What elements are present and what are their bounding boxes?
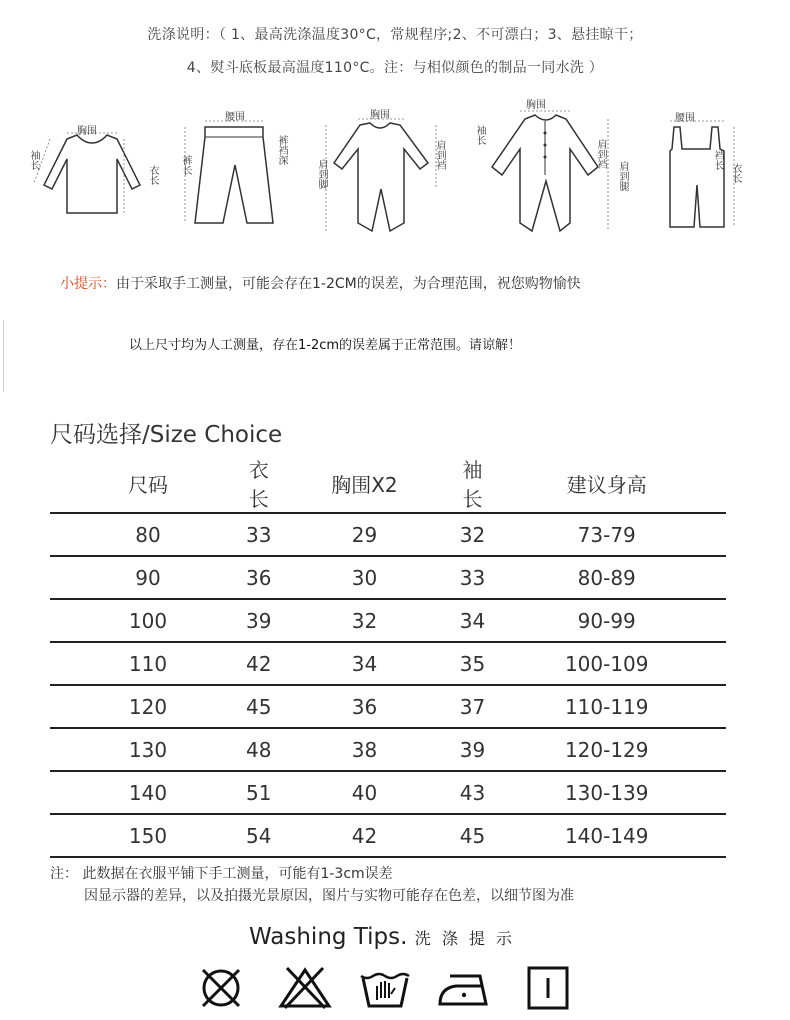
overalls-length-label: 衣长 bbox=[730, 163, 741, 183]
overalls-waist-label: 腰围 bbox=[675, 113, 695, 124]
table-cell: 32 bbox=[271, 599, 457, 642]
table-cell: 39 bbox=[246, 599, 271, 642]
table-cell: 80-89 bbox=[487, 556, 726, 599]
table-cell: 90 bbox=[50, 556, 246, 599]
table-cell: 110-119 bbox=[487, 685, 726, 728]
size-table bbox=[50, 454, 726, 858]
table-cell: 140 bbox=[50, 771, 246, 814]
table-cell: 120 bbox=[50, 685, 246, 728]
header-sleeve: 袖长 bbox=[457, 454, 487, 513]
table-cell: 29 bbox=[271, 513, 457, 556]
romper-shoulder-foot-label: 肩到脚 bbox=[316, 159, 327, 189]
do-not-wash-icon bbox=[193, 964, 249, 1012]
table-cell: 51 bbox=[246, 771, 271, 814]
table-cell: 80 bbox=[50, 513, 246, 556]
romper-chest-label: 胸围 bbox=[370, 110, 390, 121]
overalls-crotch-label: 裆长 bbox=[712, 150, 723, 170]
jumpsuit-sleeve-label: 袖长 bbox=[474, 125, 485, 145]
table-cell: 54 bbox=[246, 814, 271, 857]
washing-instructions-line2: 4、熨斗底板最高温度110°C。注：与相似颜色的制品一同水洗 ） bbox=[186, 60, 604, 76]
table-cell: 42 bbox=[271, 814, 457, 857]
table-cell: 48 bbox=[246, 728, 271, 771]
table-cell: 38 bbox=[271, 728, 457, 771]
jumpsuit-shoulder-leg-label: 肩到腿 bbox=[617, 161, 628, 191]
table-row bbox=[50, 556, 726, 599]
romper-shoulder-crotch-label: 肩到裆 bbox=[434, 140, 445, 170]
table-cell: 100 bbox=[50, 599, 246, 642]
header-chest: 胸围X2 bbox=[271, 454, 457, 513]
hand-wash-icon bbox=[357, 964, 413, 1012]
table-cell: 42 bbox=[246, 642, 271, 685]
table-row bbox=[50, 599, 726, 642]
table-cell: 34 bbox=[271, 642, 457, 685]
table-cell: 73-79 bbox=[487, 513, 726, 556]
size-table-header bbox=[50, 454, 726, 513]
header-height: 建议身高 bbox=[487, 454, 726, 513]
table-cell: 43 bbox=[457, 771, 487, 814]
table-row bbox=[50, 642, 726, 685]
iron-icon bbox=[436, 964, 492, 1012]
table-cell: 36 bbox=[271, 685, 457, 728]
table-cell: 45 bbox=[457, 814, 487, 857]
tip-text: 由于采取手工测量，可能会存在1-2CM的误差，为合理范围，祝您购物愉快 bbox=[116, 276, 581, 292]
table-cell: 130 bbox=[50, 728, 246, 771]
shirt-sleeve-label: 袖长 bbox=[28, 150, 39, 170]
table-cell: 110 bbox=[50, 642, 246, 685]
divider-line bbox=[3, 320, 4, 392]
jumpsuit-chest-label: 胸围 bbox=[526, 100, 546, 111]
header-size: 尺码 bbox=[50, 454, 246, 513]
table-cell: 40 bbox=[271, 771, 457, 814]
washing-tips-title-zh: 洗 涤 提 示 bbox=[414, 929, 516, 948]
table-cell: 30 bbox=[271, 556, 457, 599]
table-row bbox=[50, 728, 726, 771]
table-cell: 33 bbox=[246, 513, 271, 556]
tip-prefix: 小提示： bbox=[60, 276, 116, 292]
washing-tips-title bbox=[249, 924, 515, 950]
pants-crotch-label: 裤裆深 bbox=[276, 135, 287, 165]
do-not-bleach-icon bbox=[277, 964, 333, 1012]
shirt-chest-label: 胸围 bbox=[77, 126, 97, 137]
pants-waist-label: 腰围 bbox=[225, 112, 245, 123]
table-cell: 36 bbox=[246, 556, 271, 599]
table-row bbox=[50, 814, 726, 857]
table-cell: 140-149 bbox=[487, 814, 726, 857]
footnote-line2: 因显示器的差异，以及拍摄光景原因，图片与实物可能存在色差，以细节图为准 bbox=[84, 888, 574, 904]
romper-diagram bbox=[318, 113, 443, 238]
table-cell: 32 bbox=[457, 513, 487, 556]
header-length: 衣长 bbox=[246, 454, 271, 513]
garment-diagrams bbox=[0, 95, 790, 255]
table-cell: 120-129 bbox=[487, 728, 726, 771]
table-cell: 45 bbox=[246, 685, 271, 728]
table-cell: 90-99 bbox=[487, 599, 726, 642]
line-dry-icon bbox=[520, 964, 576, 1012]
size-choice-title: 尺码选择/Size Choice bbox=[50, 422, 283, 448]
table-row bbox=[50, 513, 726, 556]
manual-measure-note: 以上尺寸均为人工测量，存在1-2cm的误差属于正常范围。请谅解！ bbox=[129, 338, 522, 353]
table-row bbox=[50, 685, 726, 728]
table-cell: 150 bbox=[50, 814, 246, 857]
footnote-line1: 注： 此数据在衣服平铺下手工测量，可能有1-3cm误差 bbox=[50, 866, 393, 882]
table-cell: 34 bbox=[457, 599, 487, 642]
table-cell: 33 bbox=[457, 556, 487, 599]
table-cell: 37 bbox=[457, 685, 487, 728]
measurement-tip bbox=[60, 273, 581, 293]
pants-length-label: 裤长 bbox=[180, 155, 191, 175]
washing-instructions-line1: 洗涤说明：（ 1、最高洗涤温度30°C，常规程序;2、不可漂白；3、悬挂晾干； bbox=[147, 27, 643, 43]
shirt-diagram bbox=[22, 125, 162, 225]
jumpsuit-diagram bbox=[480, 105, 620, 240]
washing-tips-title-en: Washing Tips. bbox=[249, 924, 408, 950]
pants-diagram bbox=[175, 115, 295, 230]
table-cell: 100-109 bbox=[487, 642, 726, 685]
table-cell: 130-139 bbox=[487, 771, 726, 814]
shirt-length-label: 衣长 bbox=[147, 165, 158, 185]
table-row bbox=[50, 771, 726, 814]
jumpsuit-shoulder-crotch-label: 肩到裆 bbox=[595, 139, 606, 169]
table-cell: 39 bbox=[457, 728, 487, 771]
table-cell: 35 bbox=[457, 642, 487, 685]
